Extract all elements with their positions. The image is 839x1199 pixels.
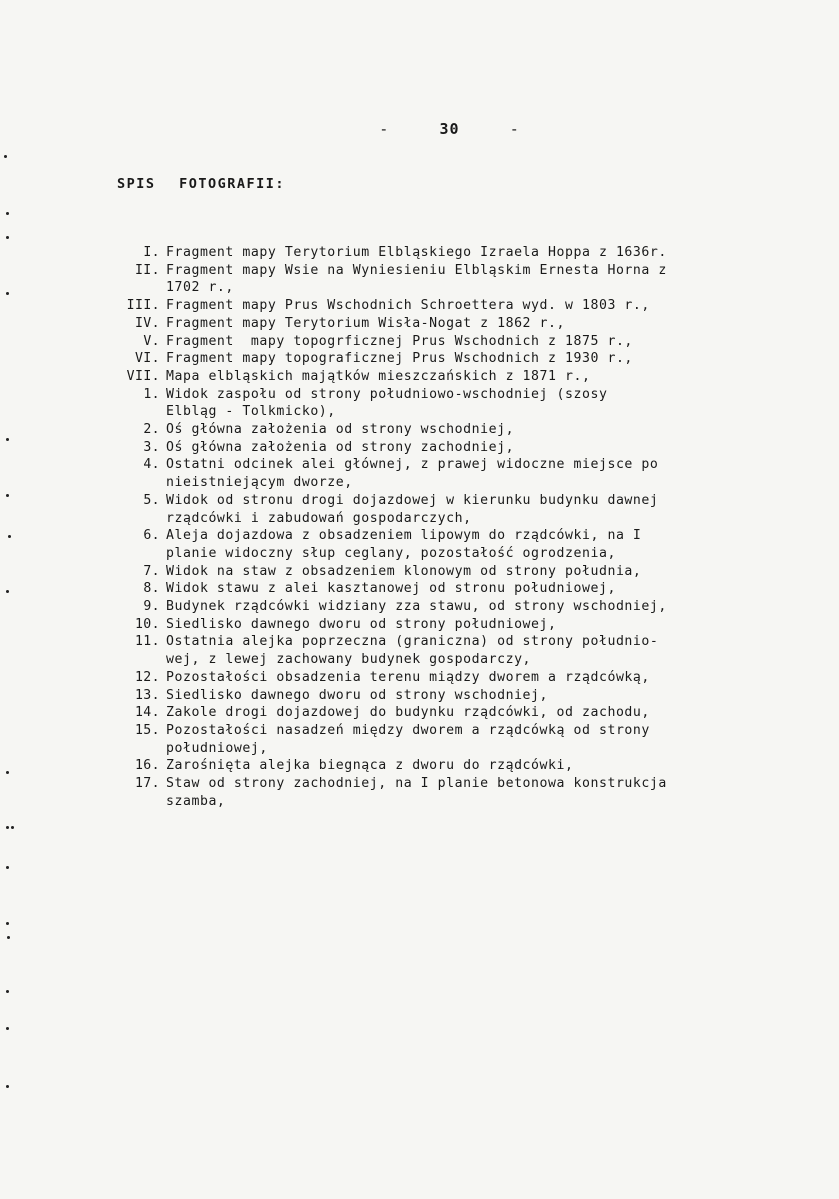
list-item-number: 4.: [143, 457, 160, 473]
list-item-text: [166, 350, 800, 368]
list-item-text: [166, 492, 800, 527]
list-item: [100, 350, 800, 368]
list-item-number: III.: [126, 298, 160, 314]
list-item-number: V.: [143, 333, 160, 349]
list-item-line: Budynek rządcówki widziany zza stawu, od strony wschodniej,: [166, 599, 667, 615]
list-item-line: Pozostałości obsadzenia terenu miądzy dworem a rządcówką,: [166, 669, 650, 685]
list-item: [100, 527, 800, 562]
section-heading: SPIS FOTOGRAFII:: [117, 176, 286, 192]
list-item-line: Widok stawu z alei kasztanowej od stronu południowej,: [166, 581, 616, 597]
photo-list: [100, 244, 800, 811]
list-item-number: 17.: [134, 776, 160, 792]
binder-mark: [6, 438, 9, 441]
list-item-text: [166, 456, 800, 491]
list-item-text: [166, 722, 800, 757]
list-item-line: Ostatnia alejka poprzeczna (graniczna) od strony południo-: [166, 634, 659, 650]
list-item-text: [166, 580, 800, 598]
page-number-prefix: -: [379, 120, 390, 138]
list-item: [100, 704, 800, 722]
binder-mark: [7, 936, 10, 939]
list-item-text: [166, 333, 800, 351]
list-item-number: 3.: [143, 439, 160, 455]
list-item-number: 11.: [134, 634, 160, 650]
list-item-line: Widok na staw z obsadzeniem klonowym od strony południa,: [166, 563, 642, 579]
list-item-text: [166, 439, 800, 457]
list-item-text: [166, 315, 800, 333]
list-item-line: wej, z lewej zachowany budynek gospodarczy,: [166, 652, 532, 668]
list-item-line: Oś główna założenia od strony zachodniej,: [166, 439, 515, 455]
list-item-number: 15.: [134, 722, 160, 738]
list-item-line: rządcówki i zabudowań gospodarczych,: [166, 510, 472, 526]
list-item-line: południowej,: [166, 740, 268, 756]
list-item-line: Widok zaspołu od strony południowo-wschodniej (szosy: [166, 386, 608, 402]
list-item-text: [166, 244, 800, 262]
list-item-line: Siedlisko dawnego dworu od strony południowej,: [166, 616, 557, 632]
list-item-line: Fragment mapy Terytorium Elbląskiego Izraela Hoppa z 1636r.: [166, 245, 667, 260]
list-item-line: Aleja dojazdowa z obsadzeniem lipowym do rządcówki, na I: [166, 528, 642, 544]
binder-mark: [6, 990, 9, 993]
list-item-number: 2.: [143, 422, 160, 438]
binder-mark: [6, 826, 9, 829]
page-number-value: 30: [439, 120, 460, 138]
list-item-text: [166, 704, 800, 722]
list-item-line: Fragment mapy topogrficznej Prus Wschodnich z 1875 r.,: [166, 333, 633, 349]
list-item: [100, 775, 800, 810]
binder-mark: [6, 866, 9, 869]
binder-mark: [11, 826, 14, 829]
list-item-number: VI.: [134, 351, 160, 367]
list-item-line: Fragment mapy Prus Wschodnich Schroettera wyd. w 1803 r.,: [166, 298, 650, 314]
binder-mark: [8, 535, 11, 538]
list-item-line: Zakole drogi dojazdowej do budynku rządcówki, od zachodu,: [166, 705, 650, 721]
list-item-text: [166, 527, 800, 562]
list-item: [100, 333, 800, 351]
list-item-line: Fragment mapy topograficznej Prus Wschodnich z 1930 r.,: [166, 351, 633, 367]
binder-mark: [6, 1027, 9, 1030]
list-item-text: [166, 669, 800, 687]
list-item: [100, 633, 800, 668]
list-item: [100, 297, 800, 315]
list-item-line: Widok od stronu drogi dojazdowej w kierunku budynku dawnej: [166, 492, 659, 508]
list-item-number: IV.: [134, 315, 160, 331]
list-item-number: 10.: [134, 616, 160, 632]
list-item-text: [166, 633, 800, 668]
page-number: [0, 120, 839, 138]
list-item-line: Fragment mapy Wsie na Wyniesieniu Elbląskim Ernesta Horna z: [166, 262, 667, 278]
list-item-number: 12.: [134, 669, 160, 685]
list-item-line: planie widoczny słup ceglany, pozostałość ogrodzenia,: [166, 545, 616, 561]
list-item-number: 16.: [134, 758, 160, 774]
list-item-line: szamba,: [166, 793, 226, 809]
list-item: [100, 757, 800, 775]
binder-marks: [0, 0, 20, 1199]
binder-mark: [4, 155, 7, 158]
list-item-text: [166, 687, 800, 705]
list-item-number: 6.: [143, 528, 160, 544]
list-item-number: 13.: [134, 687, 160, 703]
binder-mark: [6, 212, 9, 215]
list-item: [100, 439, 800, 457]
list-item: [100, 669, 800, 687]
binder-mark: [6, 922, 9, 925]
list-item-text: [166, 368, 800, 386]
list-item-line: Ostatni odcinek alei głównej, z prawej widoczne miejsce po: [166, 457, 659, 473]
list-item-text: [166, 386, 800, 421]
list-item-text: [166, 616, 800, 634]
binder-mark: [6, 236, 9, 239]
list-item-number: II.: [134, 262, 160, 278]
list-item-text: [166, 262, 800, 297]
binder-mark: [6, 292, 9, 295]
list-item-line: 1702 r.,: [166, 280, 234, 296]
list-item-line: Staw od strony zachodniej, na I planie betonowa konstrukcja: [166, 776, 667, 792]
list-item: [100, 687, 800, 705]
binder-mark: [6, 1085, 9, 1088]
binder-mark: [6, 494, 9, 497]
list-item: [100, 492, 800, 527]
list-item-number: I.: [143, 245, 160, 260]
list-item-line: Fragment mapy Terytorium Wisła-Nogat z 1862 r.,: [166, 315, 566, 331]
list-item-number: 9.: [143, 599, 160, 615]
list-item-number: 7.: [143, 563, 160, 579]
list-item: [100, 616, 800, 634]
list-item: [100, 580, 800, 598]
list-item-line: Zarośnięta alejka biegnąca z dworu do rządcówki,: [166, 758, 574, 774]
list-item-text: [166, 757, 800, 775]
list-item-line: Siedlisko dawnego dworu od strony wschodniej,: [166, 687, 549, 703]
list-item-text: [166, 421, 800, 439]
list-item-text: [166, 563, 800, 581]
list-item-line: Pozostałości nasadzeń między dworem a rządcówką od strony: [166, 722, 650, 738]
list-item-line: Mapa elbląskich majątków mieszczańskich z 1871 r.,: [166, 368, 591, 384]
list-item: [100, 386, 800, 421]
list-item-text: [166, 775, 800, 810]
list-item-line: Oś główna założenia od strony wschodniej,: [166, 422, 515, 438]
list-item: [100, 563, 800, 581]
list-item-text: [166, 598, 800, 616]
page-number-suffix: -: [509, 120, 520, 138]
list-item: [100, 315, 800, 333]
list-item: [100, 456, 800, 491]
binder-mark: [6, 771, 9, 774]
list-item: [100, 262, 800, 297]
list-item-line: Elbląg - Tolkmicko),: [166, 404, 336, 420]
list-item: [100, 598, 800, 616]
list-item-line: nieistniejącym dworze,: [166, 475, 353, 491]
list-item-number: 5.: [143, 492, 160, 508]
list-item: [100, 368, 800, 386]
list-item: [100, 421, 800, 439]
list-item-number: 8.: [143, 581, 160, 597]
list-item-number: 14.: [134, 705, 160, 721]
list-item: [100, 722, 800, 757]
list-item-text: [166, 297, 800, 315]
list-item-number: VII.: [126, 368, 160, 384]
binder-mark: [6, 590, 9, 593]
list-item: [100, 244, 800, 262]
list-item-number: 1.: [143, 386, 160, 402]
